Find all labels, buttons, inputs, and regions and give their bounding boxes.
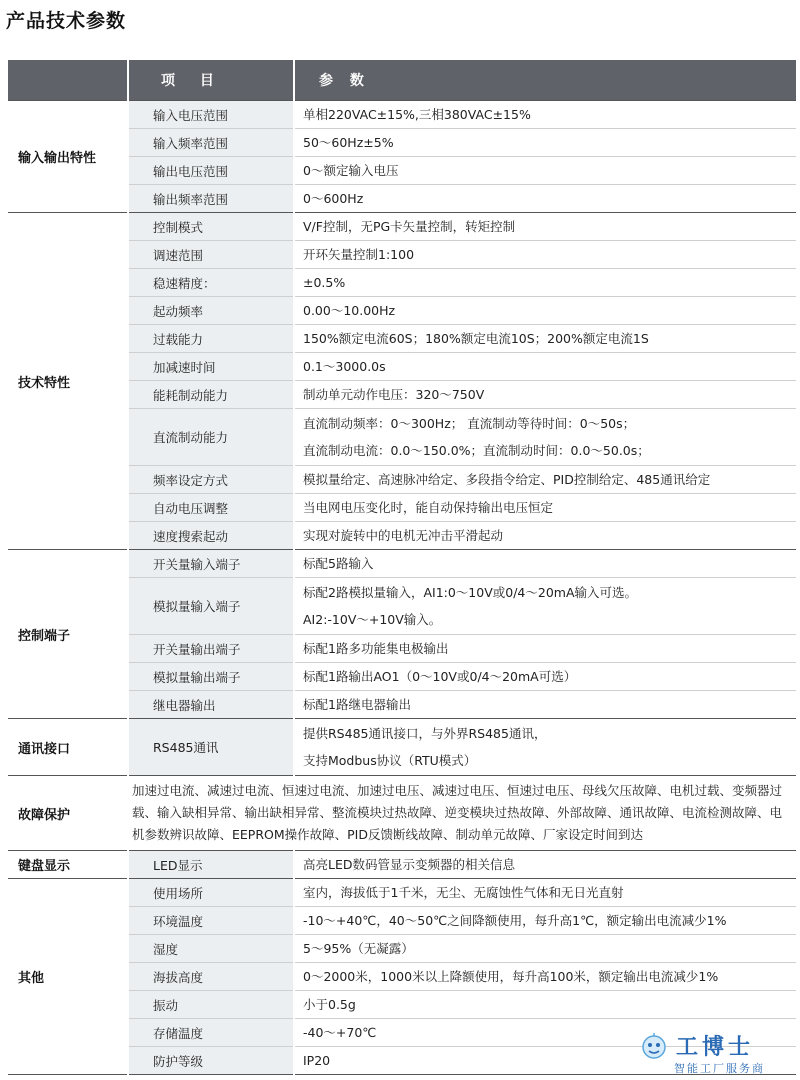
item-label: 环境温度 [128,907,294,935]
item-label: 输出频率范围 [128,185,294,213]
table-row [8,213,796,241]
item-label: RS485通讯 [128,719,294,776]
param-value-line: 直流制动电流：0.0～150.0%；直流制动时间：0.0～50.0s； [303,443,650,458]
param-value: 标配1路输出AO1（0～10V或0/4～20mA可选） [294,663,796,691]
param-value: 标配1路继电器输出 [294,691,796,719]
item-label: 输入电压范围 [128,101,294,129]
param-value: 0.1～3000.0s [294,353,796,381]
table-header [8,60,796,101]
item-label: 模拟量输入端子 [128,578,294,635]
param-value: 0～2000米，1000米以上降额使用，每升高100米，额定输出电流减少1% [294,963,796,991]
param-value: 当电网电压变化时，能自动保持输出电压恒定 [294,494,796,522]
param-value: 制动单元动作电压：320～750V [294,381,796,409]
param-value: 标配5路输入 [294,550,796,578]
param-value: IP20 [294,1047,796,1075]
brand-logo [640,1030,790,1078]
table-row [8,550,796,578]
param-value-line: 标配2路模拟量输入，AI1:0～10V或0/4～20mA输入可选。 [303,585,638,600]
param-value: 模拟量给定、高速脉冲给定、多段指令给定、PID控制给定、485通讯给定 [294,466,796,494]
category-label: 通讯接口 [8,719,128,776]
robot-mascot-icon [640,1032,668,1060]
item-label: LED显示 [128,851,294,879]
table-row [8,719,796,776]
item-label: 输出电压范围 [128,157,294,185]
param-value: 开环矢量控制1:100 [294,241,796,269]
spec-table [8,60,796,1075]
item-label: 过载能力 [128,325,294,353]
item-label: 振动 [128,991,294,1019]
param-value: 0.00～10.00Hz [294,297,796,325]
item-label: 直流制动能力 [128,409,294,466]
param-value: ±0.5% [294,269,796,297]
table-row [8,851,796,879]
item-label: 存储温度 [128,1019,294,1047]
item-label: 调速范围 [128,241,294,269]
header-item: 项 目 [128,60,294,101]
category-label: 其他 [8,879,128,1075]
table-body [8,101,796,1075]
table-row [8,101,796,129]
param-value: -10～+40℃，40～50℃之间降额使用，每升高1℃，额定输出电流减少1% [294,907,796,935]
fault-protection-text: 加速过电流、减速过电流、恒速过电流、加速过电压、减速过电压、恒速过电压、母线欠压故障、电机过载、变频器过载、输入缺相异常、输出缺相异常、整流模块过热故障、逆变模块过热故障、外部故障、通讯故障、电流检测故障、电机参数辨识故障、EEPROM操作故障、PID反馈断线故障、制动单元故障、厂家设定时间到达 [128,776,796,851]
category-label: 输入输出特性 [8,101,128,213]
item-label: 起动频率 [128,297,294,325]
item-label: 使用场所 [128,879,294,907]
category-label: 控制端子 [8,550,128,719]
header-blank [8,60,128,101]
param-value-line: 支持Modbus协议（RTU模式） [303,753,477,768]
param-value: 室内，海拔低于1千米，无尘、无腐蚀性气体和无日光直射 [294,879,796,907]
item-label: 能耗制动能力 [128,381,294,409]
category-label: 键盘显示 [8,851,128,879]
param-value [294,578,796,635]
item-label: 模拟量输出端子 [128,663,294,691]
param-value: -40～+70℃ [294,1019,796,1047]
item-label: 自动电压调整 [128,494,294,522]
param-value: 50～60Hz±5% [294,129,796,157]
item-label: 稳速精度： [128,269,294,297]
param-value: 实现对旋转中的电机无冲击平滑起动 [294,522,796,550]
param-value: 高亮LED数码管显示变频器的相关信息 [294,851,796,879]
param-value [294,409,796,466]
param-value: 小于0.5g [294,991,796,1019]
param-value: V/F控制，无PG卡矢量控制，转矩控制 [294,213,796,241]
param-value: 单相220VAC±15%,三相380VAC±15% [294,101,796,129]
param-value: 5～95%（无凝露） [294,935,796,963]
param-value: 标配1路多功能集电极输出 [294,635,796,663]
table-row [8,776,796,851]
param-value: 150%额定电流60S；180%额定电流10S；200%额定电流1S [294,325,796,353]
item-label: 继电器输出 [128,691,294,719]
item-label: 加减速时间 [128,353,294,381]
item-label: 控制模式 [128,213,294,241]
param-value: 0～600Hz [294,185,796,213]
param-value-line: 提供RS485通讯接口，与外界RS485通讯， [303,726,547,741]
item-label: 开关量输出端子 [128,635,294,663]
table-row [8,879,796,907]
item-label: 开关量输入端子 [128,550,294,578]
item-label: 频率设定方式 [128,466,294,494]
item-label: 输入频率范围 [128,129,294,157]
item-label: 湿度 [128,935,294,963]
brand-tagline: 智能工厂服务商 [674,1062,765,1075]
item-label: 速度搜索起动 [128,522,294,550]
header-param: 参 数 [294,60,796,101]
item-label: 海拔高度 [128,963,294,991]
item-label: 防护等级 [128,1047,294,1075]
brand-name: 工博士 [676,1034,755,1060]
param-value [294,719,796,776]
page-title: 产品技术参数 [6,10,127,32]
param-value: 0～额定输入电压 [294,157,796,185]
category-label: 故障保护 [8,776,128,851]
param-value-line: AI2:-10V～+10V输入。 [303,612,442,627]
param-value-line: 直流制动频率：0～300Hz； 直流制动等待时间：0～50s； [303,416,636,431]
category-label: 技术特性 [8,213,128,550]
